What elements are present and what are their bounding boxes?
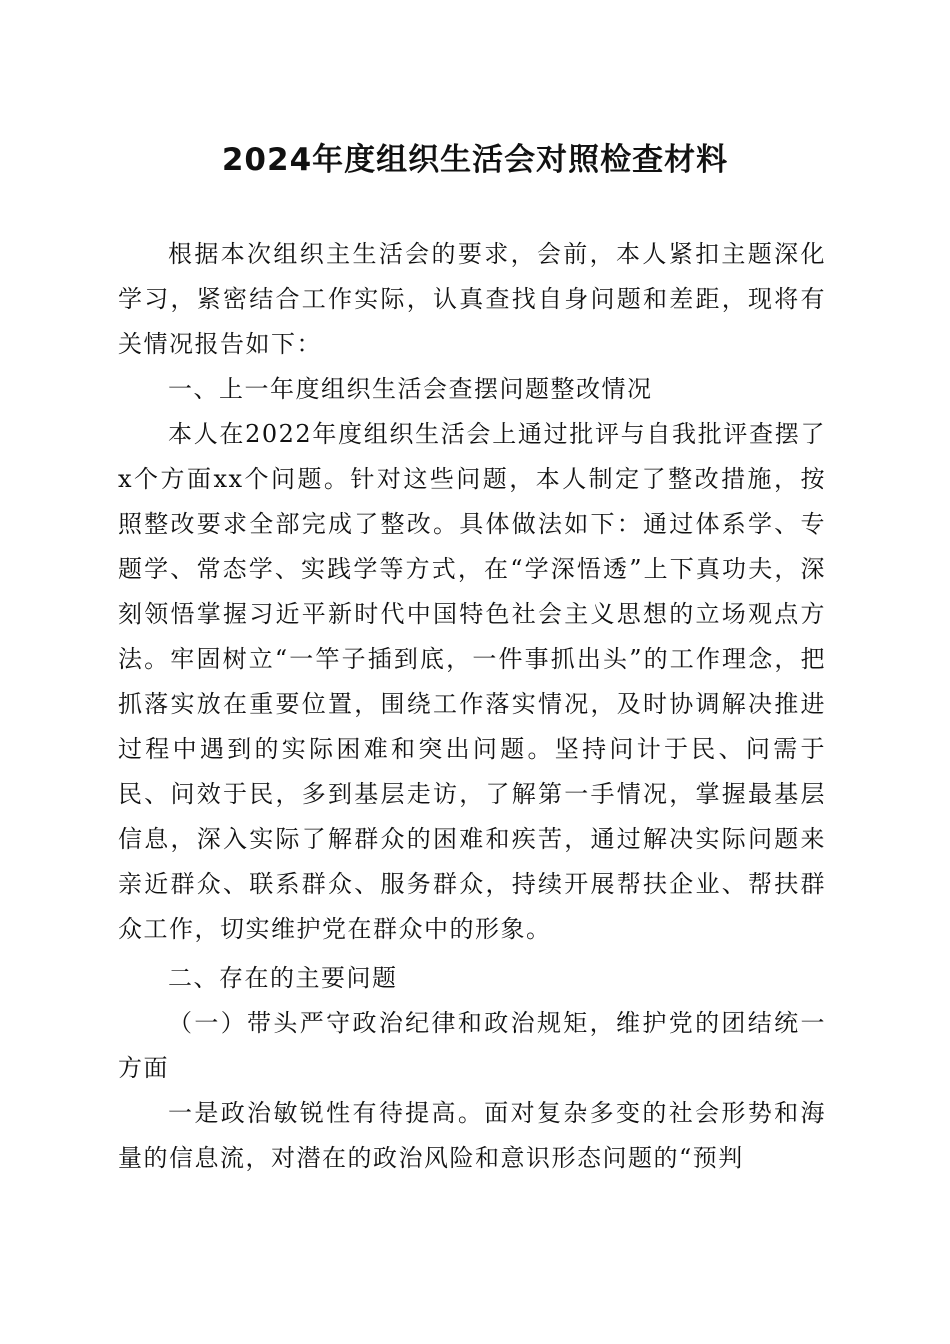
section-2-subheading: （一）带头严守政治纪律和政治规矩，维护党的团结统一方面: [118, 1009, 826, 1082]
section-2-paragraph: 一是政治敏锐性有待提高。面对复杂多变的社会形势和海量的信息流，对潜在的政治风险和意识形态问题的“预判: [118, 1099, 826, 1172]
document-body: [118, 232, 826, 1181]
intro-paragraph: 根据本次组织主生活会的要求，会前，本人紧扣主题深化学习，紧密结合工作实际，认真查找自身问题和差距，现将有关情况报告如下：: [118, 240, 826, 358]
section-1-paragraph: 本人在2022年度组织生活会上通过批评与自我批评查摆了x个方面xx个问题。针对这些问题，本人制定了整改措施，按照整改要求全部完成了整改。具体做法如下：通过体系学、专题学、常态学、实践学等方式，在“学深悟透”上下真功夫，深刻领悟掌握习近平新时代中国特色社会主义思想的立场观点方法。牢固树立“一竿子插到底，一件事抓出头”的工作理念，把抓落实放在重要位置，围绕工作落实情况，及时协调解决推进过程中遇到的实际困难和突出问题。坚持问计于民、问需于民、问效于民，多到基层走访，了解第一手情况，掌握最基层信息，深入实际了解群众的困难和疾苦，通过解决实际问题来亲近群众、联系群众、服务群众，持续开展帮扶企业、帮扶群众工作，切实维护党在群众中的形象。: [118, 420, 826, 943]
section-1-heading: 一、上一年度组织生活会查摆问题整改情况: [168, 375, 653, 403]
section-2-heading: 二、存在的主要问题: [168, 964, 398, 992]
document-title: 2024年度组织生活会对照检查材料: [221, 142, 729, 178]
